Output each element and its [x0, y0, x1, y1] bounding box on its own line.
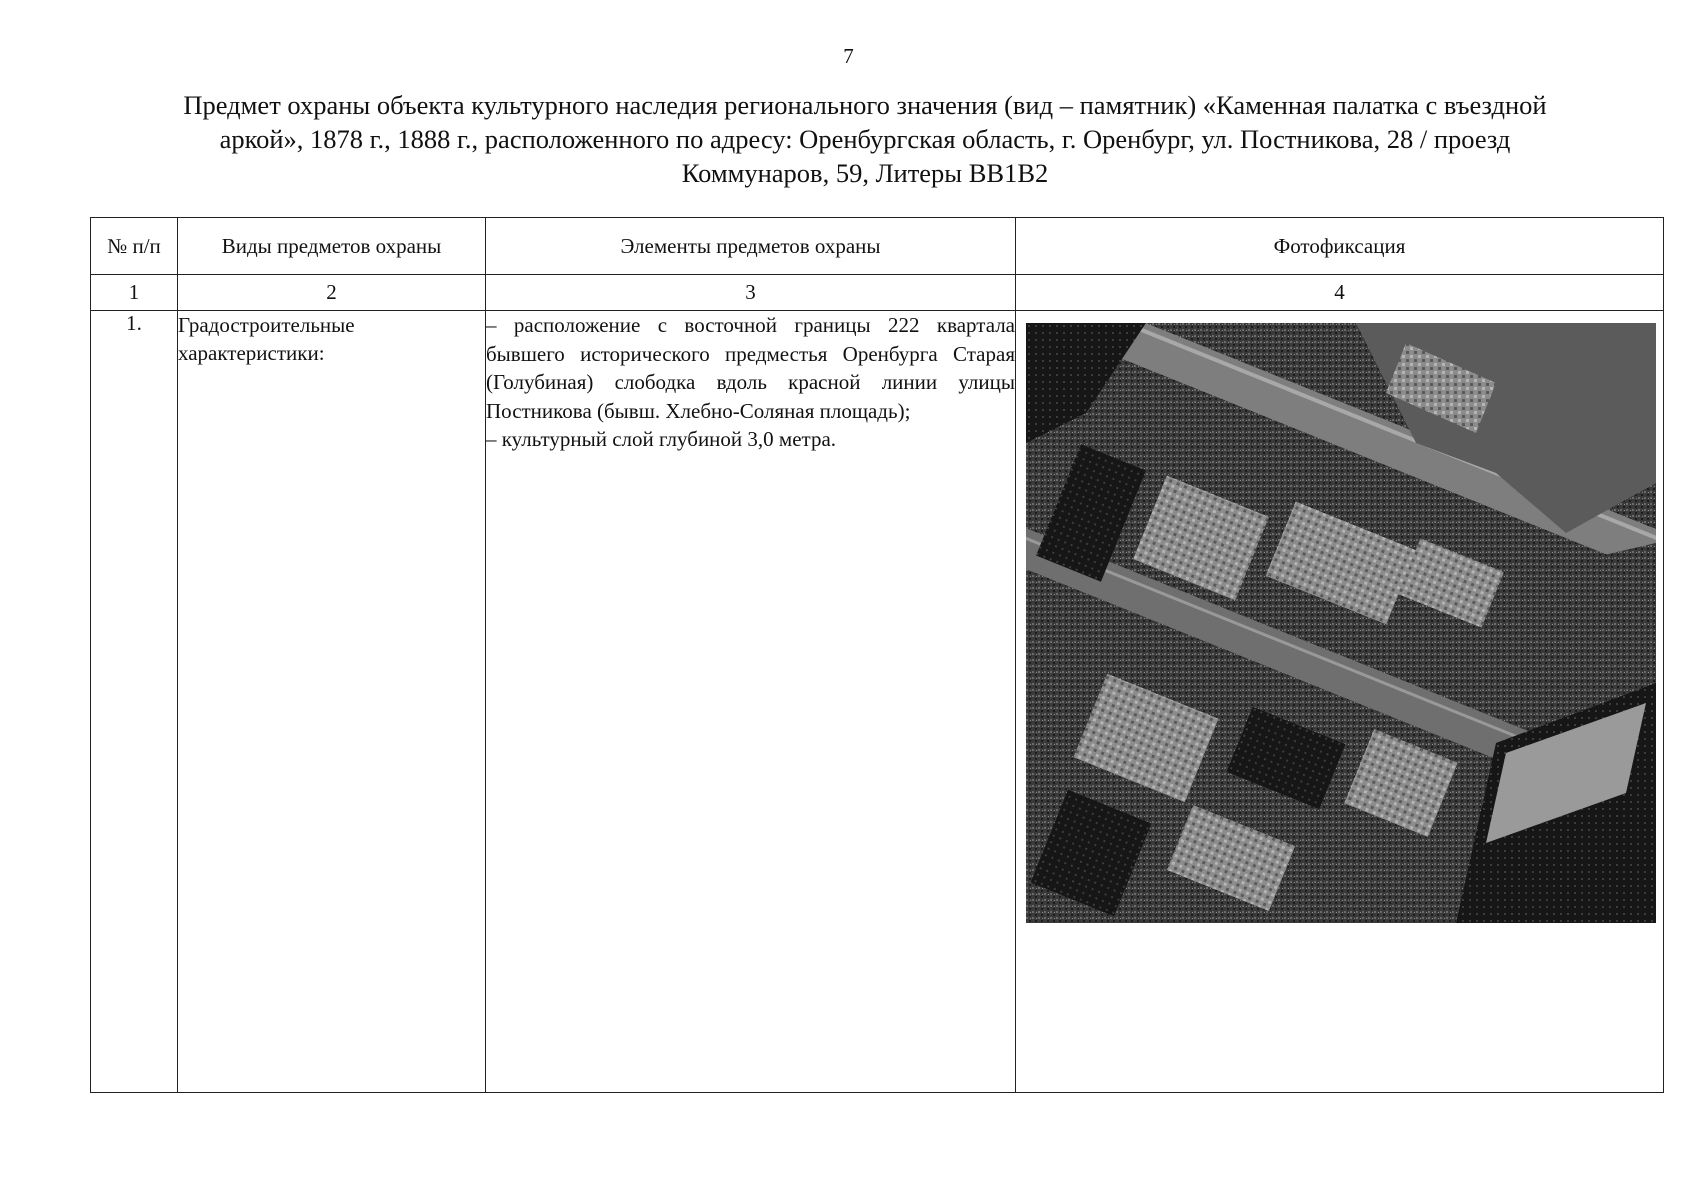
header-number: № п/п	[91, 218, 178, 275]
column-number-2: 2	[178, 275, 486, 311]
title-line-1: Предмет охраны объекта культурного наследия регионального значения (вид – памятник) «Каменная палатка с въездной	[183, 90, 1547, 120]
table-header-row	[91, 218, 1664, 275]
title-line-2: аркой», 1878 г., 1888 г., расположенного по адресу: Оренбургская область, г. Оренбург, ул. Постникова, 28 / проезд	[219, 124, 1511, 154]
element-item: – культурный слой глубиной 3,0 метра.	[486, 427, 837, 451]
protection-type: Градостроительные характеристики:	[178, 311, 486, 1093]
column-number-4: 4	[1016, 275, 1664, 311]
element-item: – расположение с восточной границы 222 квартала бывшего исторического предместья Оренбурга Старая (Голубиная) слободка вдоль красной линии улицы Постникова (бывш. Хлебно-Соляная площадь);	[486, 313, 1015, 423]
header-types: Виды предметов охраны	[178, 218, 486, 275]
column-number-3: 3	[486, 275, 1016, 311]
aerial-photo-icon	[1026, 323, 1656, 923]
title-line-3: Коммунаров, 59, Литеры ВВ1В2	[681, 158, 1049, 188]
photo-cell	[1016, 311, 1664, 1093]
protection-table	[90, 217, 1664, 1093]
column-number-row	[91, 275, 1664, 311]
column-number-1: 1	[91, 275, 178, 311]
document-title	[110, 88, 1620, 190]
table-row	[91, 311, 1664, 1093]
protection-elements	[486, 311, 1016, 1093]
row-number: 1.	[91, 311, 178, 1093]
header-photo: Фотофиксация	[1016, 218, 1664, 275]
page-number: 7	[843, 44, 854, 68]
header-elements: Элементы предметов охраны	[486, 218, 1016, 275]
